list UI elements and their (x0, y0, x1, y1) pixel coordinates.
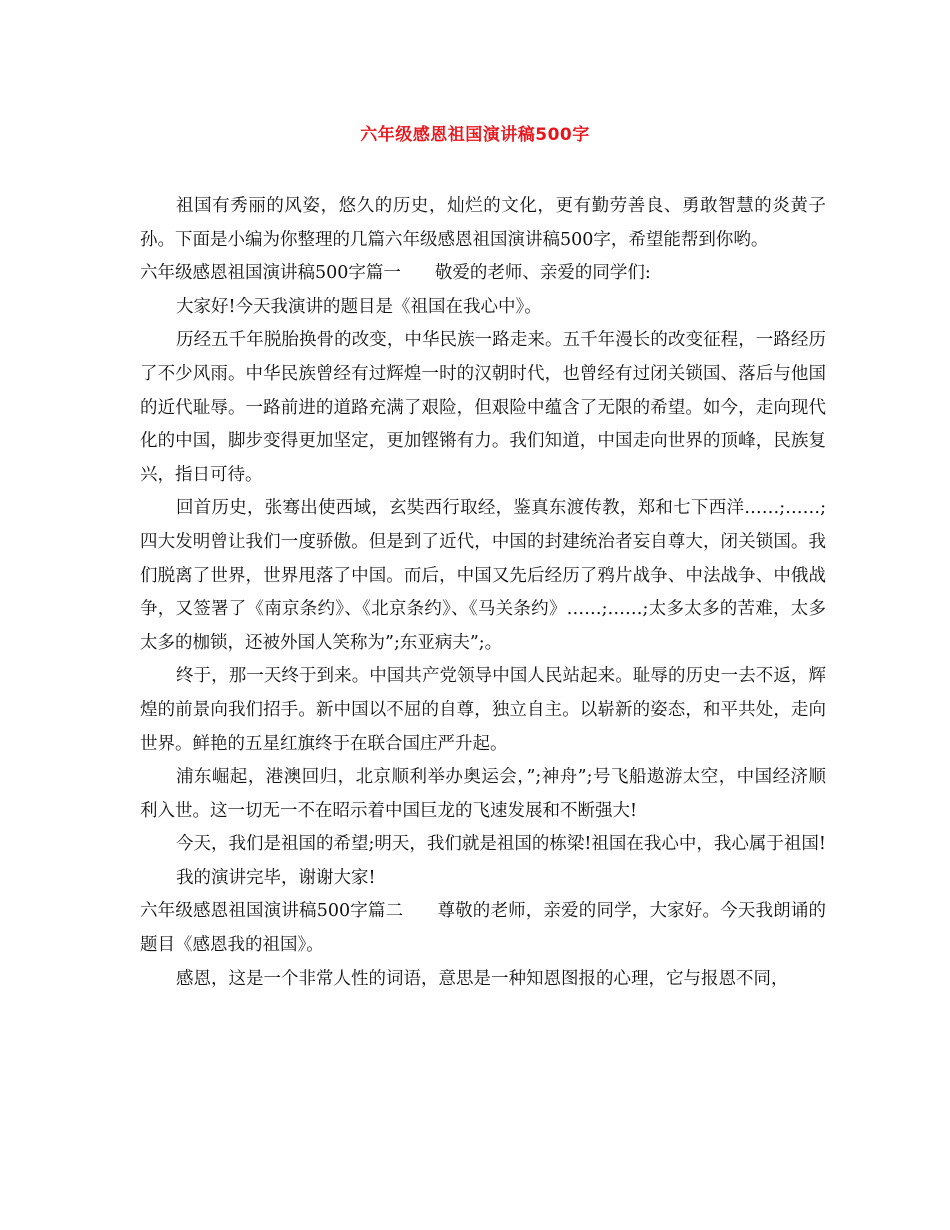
section-1-paragraph: 大家好!今天我演讲的题目是《祖国在我心中》。 (176, 296, 542, 317)
section-1-paragraph: 我的演讲完毕，谢谢大家! (176, 867, 376, 888)
section-1-paragraph: 终于，那一天终于到来。中国共产党领导中国人民站起来。耻辱的历史一去不返，辉煌的前景向我们招手。新中国以不屈的自尊，独立自主。以崭新的姿态，和平共处，走向世界。鲜艳的五星红旗终于在联合国庄严升起。 (140, 666, 826, 754)
section-2-greeting: 尊敬的老师，亲爱的同学，大家好。今天我朗诵的题目《感恩我的祖国》。 (140, 901, 827, 956)
section-1-greeting: 敬爱的老师、亲爱的同学们: (434, 263, 651, 284)
intro-paragraph: 祖国有秀丽的风姿，悠久的历史，灿烂的文化，更有勤劳善良、勇敢智慧的炎黄子孙。下面是小编为你整理的几篇六年级感恩祖国演讲稿500字，希望能帮到你哟。 (140, 196, 826, 250)
section-2-paragraph: 感恩，这是一个非常人性的词语，意思是一种知恩图报的心理，它与报恩不同， (176, 968, 789, 989)
section-2-heading-line (140, 895, 826, 962)
section-1-paragraph: 历经五千年脱胎换骨的改变，中华民族一路走来。五千年漫长的改变征程，一路经历了不少风雨。中华民族曾经有过辉煌一时的汉朝时代，也曾经有过闭关锁国、落后与他国的近代耻辱。一路前进的道路充满了艰险，但艰险中蕴含了无限的希望。如今，走向现代化的中国，脚步变得更加坚定，更加铿锵有力。我们知道，中国走向世界的顶峰，民族复兴，指日可待。 (140, 330, 826, 485)
document-body (140, 190, 826, 996)
section-1-heading: 六年级感恩祖国演讲稿500字篇一 (140, 263, 401, 284)
document-title: 六年级感恩祖国演讲稿500字 (360, 125, 590, 145)
section-1-paragraph: 今天，我们是祖国的希望;明天，我们就是祖国的栋梁!祖国在我心中，我心属于祖国! (176, 834, 826, 855)
section-1-paragraph: 回首历史，张骞出使西域，玄奘西行取经，鉴真东渡传教，郑和七下西洋……;……;四大发明曾让我们一度骄傲。但是到了近代，中国的封建统治者妄自尊大，闭关锁国。我们脱离了世界，世界甩落了中国。而后，中国又先后经历了鸦片战争、中法战争、中俄战争，又签署了《南京条约》、《北京条约》、《马关条约》……;……;太多太多的苦难，太多太多的枷锁，还被外国人笑称为”;东亚病夫”;。 (140, 498, 826, 653)
section-2-heading: 六年级感恩祖国演讲稿500字篇二 (140, 901, 404, 922)
section-1-heading-line (140, 257, 826, 291)
section-1-paragraph: 浦东崛起，港澳回归，北京顺利举办奥运会，”;神舟”;号飞船遨游太空，中国经济顺利入世。这一切无一不在昭示着中国巨龙的飞速发展和不断强大! (140, 767, 826, 821)
